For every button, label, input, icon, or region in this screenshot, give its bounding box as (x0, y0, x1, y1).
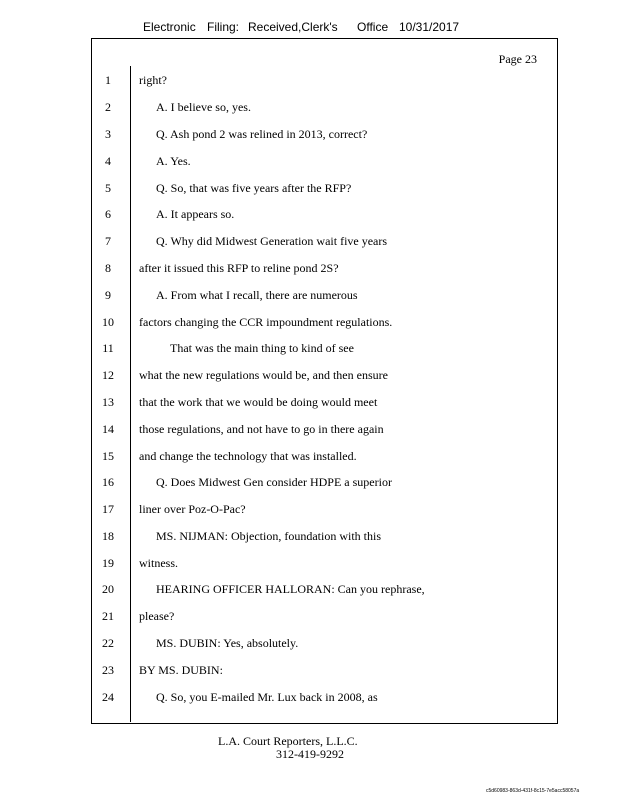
line-number: 4 (105, 154, 111, 168)
transcript-line: and change the technology that was installed. (139, 449, 357, 463)
transcript-line: witness. (139, 556, 178, 570)
line-number: 10 (102, 315, 114, 329)
filing-header-received: Received,Clerk's (248, 20, 338, 34)
line-number: 17 (102, 502, 114, 516)
transcript-line: MS. DUBIN: Yes, absolutely. (156, 636, 299, 650)
line-number: 24 (102, 690, 114, 704)
line-number: 7 (105, 234, 111, 248)
line-number: 23 (102, 663, 114, 677)
transcript-line: right? (139, 73, 167, 87)
line-number: 19 (102, 556, 114, 570)
electronic-filing-header (0, 20, 618, 36)
transcript-line: A. Yes. (156, 154, 191, 168)
line-number: 6 (105, 207, 111, 221)
transcript-line: Q. So, you E-mailed Mr. Lux back in 2008, as (156, 690, 378, 704)
line-number: 22 (102, 636, 114, 650)
line-number: 18 (102, 529, 114, 543)
transcript-line: A. It appears so. (156, 207, 235, 221)
line-number: 14 (102, 422, 114, 436)
transcript-line: Q. Does Midwest Gen consider HDPE a superior (156, 475, 392, 489)
transcript-line: what the new regulations would be, and then ensure (139, 368, 388, 382)
transcript-line: A. From what I recall, there are numerous (156, 288, 358, 302)
line-number: 3 (105, 127, 111, 141)
transcript-line: Q. Ash pond 2 was relined in 2013, correct? (156, 127, 368, 141)
line-number: 21 (102, 609, 114, 623)
document-id: c5d60983-863d-431f-8c15-7e5acc58057a (486, 788, 580, 794)
filing-header-filing: Filing: (207, 20, 240, 34)
filing-header-office: Office (357, 20, 389, 34)
line-number: 5 (105, 181, 111, 195)
line-number: 20 (102, 582, 114, 596)
line-number: 16 (102, 475, 114, 489)
filing-header-electronic: Electronic (143, 20, 196, 34)
line-number: 2 (105, 100, 111, 114)
line-number: 11 (102, 341, 114, 355)
transcript-line: HEARING OFFICER HALLORAN: Can you rephrase, (156, 582, 425, 596)
page-number: Page 23 (498, 52, 537, 66)
line-number: 12 (102, 368, 114, 382)
transcript-line: those regulations, and not have to go in there again (139, 422, 384, 436)
transcript-line: Q. Why did Midwest Generation wait five years (156, 234, 388, 248)
transcript-line: please? (139, 609, 175, 623)
line-number: 1 (105, 73, 111, 87)
line-number: 13 (102, 395, 114, 409)
line-number: 9 (105, 288, 111, 302)
transcript-line: that the work that we would be doing would meet (139, 395, 378, 409)
transcript-line: Q. So, that was five years after the RFP? (156, 181, 352, 195)
filing-header-date: 10/31/2017 (399, 20, 460, 34)
transcript-line: BY MS. DUBIN: (139, 663, 223, 677)
court-reporter-phone: 312-419-9292 (276, 747, 344, 761)
court-reporter-name: L.A. Court Reporters, L.L.C. (218, 734, 358, 748)
transcript-line: A. I believe so, yes. (156, 100, 251, 114)
transcript-line: That was the main thing to kind of see (170, 341, 354, 355)
line-number: 8 (105, 261, 111, 275)
transcript-line: MS. NIJMAN: Objection, foundation with this (156, 529, 381, 543)
transcript-line: factors changing the CCR impoundment regulations. (139, 315, 393, 329)
line-number: 15 (102, 449, 114, 463)
line-number-gutter-divider (130, 66, 131, 722)
transcript-line: after it issued this RFP to reline pond 2S? (139, 261, 339, 275)
transcript-line: liner over Poz-O-Pac? (139, 502, 246, 516)
